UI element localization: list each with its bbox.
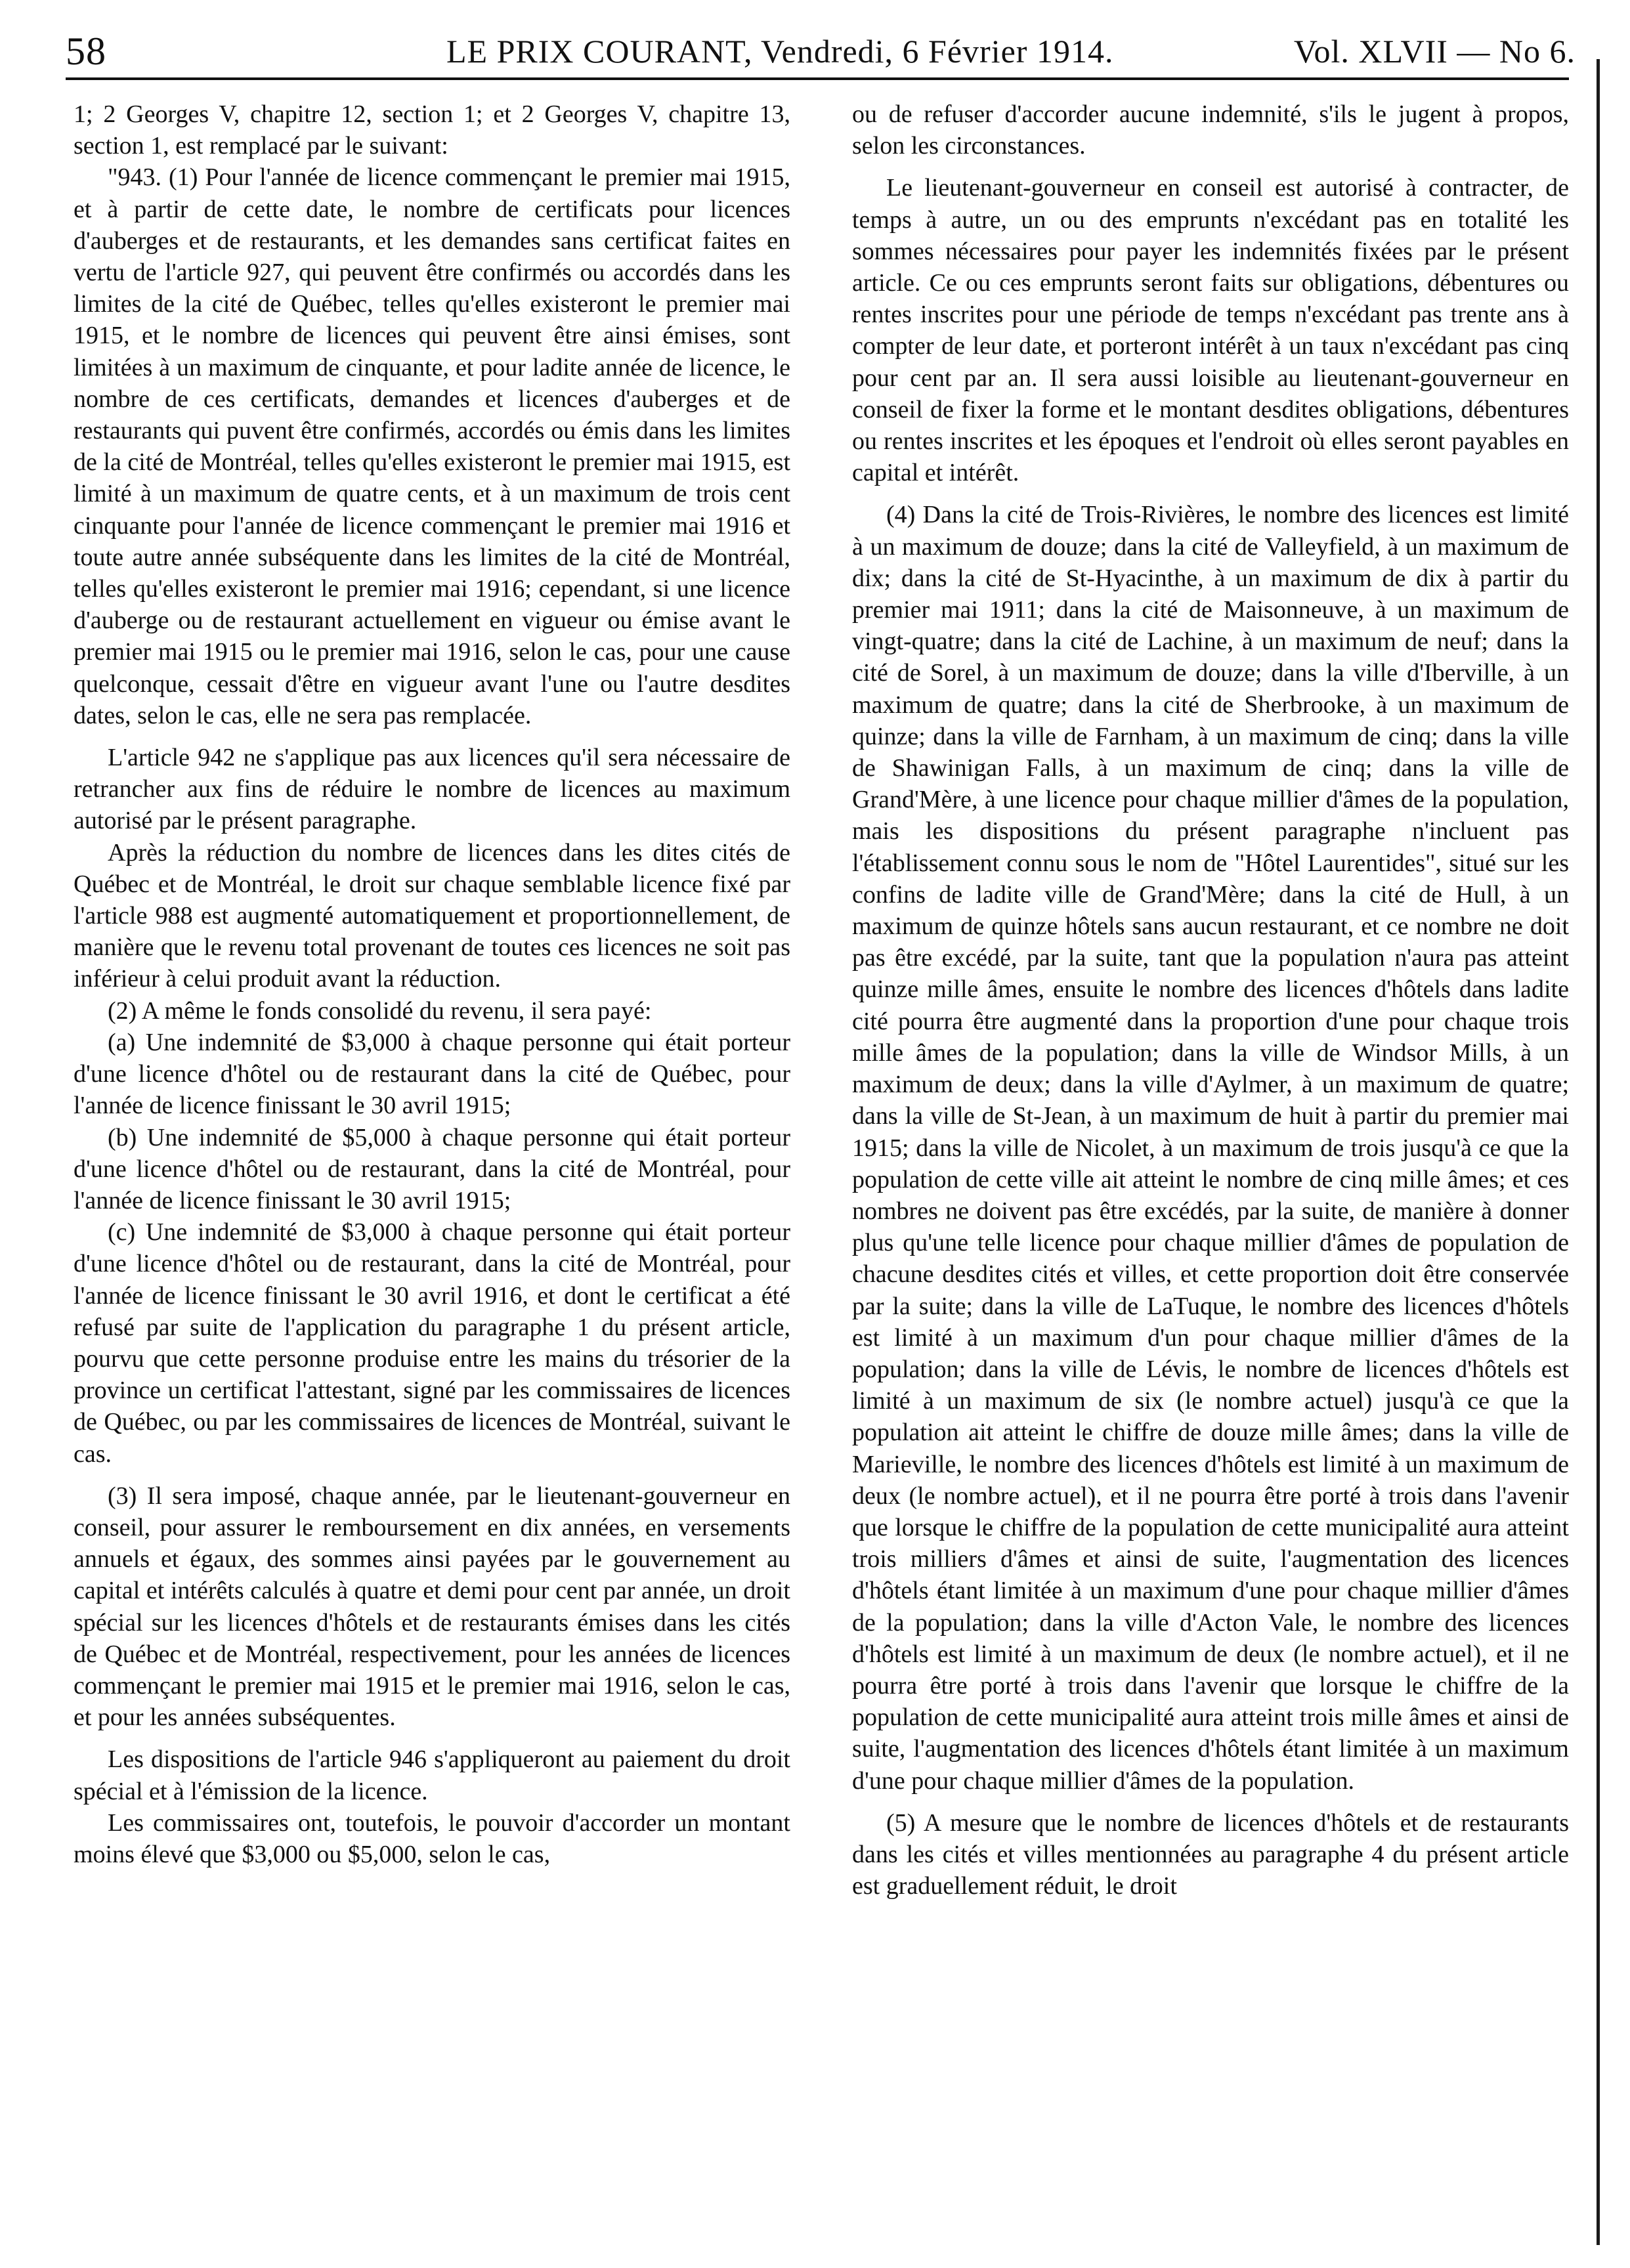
page-number: 58: [66, 30, 106, 73]
paragraph: (4) Dans la cité de Trois-Rivières, le nombre des licences est limité à un maximum de douze; dans la cité de Valleyfield, à un maximum de dix; dans la cité de St-Hyacinthe, à un maximum de dix à partir du premier mai 1911; dans la cité de Maisonneuve, à un maximum de vingt-quatre; dans la cité de Lachine, à un maximum de neuf; dans la cité de Sorel, à un maximum de douze; dans la ville d'Iberville, à un maximum de quatre; dans la cité de Sherbrooke, à un maximum de quinze; dans la ville de Farnham, à un maximum de cinq; dans la ville de Shawinigan Falls, à un maximum de cinq; dans la ville de Grand'Mère, à une licence pour chaque millier d'âmes de la population, mais les dispositions du présent paragraphe n'incluent pas l'établissement connu sous le nom de "Hôtel Laurentides", situé sur les confins de ladite ville de Grand'Mère; dans la cité de Hull, à un maximum de quinze hôtels sans aucun restaurant, et ce nombre ne doit pas être excédé, par la suite, tant que la population n'aura pas atteint quinze mille âmes, ensuite le nombre des licences d'hôtels dans ladite cité pourra être augmenté dans la proportion d'une pour chaque trois mille âmes de la population; dans la ville de Windsor Mills, à un maximum de deux; dans la ville d'Aylmer, à un maximum de quatre; dans la ville de St-Jean, à un maximum de huit à partir du premier mai 1915; dans la ville de Nicolet, à un maximum de trois jusqu'à ce que la population de cette ville ait atteint le nombre de cinq mille âmes; et ces nombres ne doivent pas être excédés, par la suite, de manière à donner plus qu'une telle licence pour chaque millier d'âmes de population de chacune desdites cités et villes, et cette proportion doit être conservée par la suite; dans la ville de LaTuque, le nombre des licences d'hôtels est limité à un maximum d'un pour chaque millier d'âmes de la population; dans la ville de Lévis, le nombre de licences d'hôtels est limité à un maximum de six (le nombre actuel) jusqu'à ce que la population ait atteint le chiffre de douze mille âmes; dans la ville de Marieville, le nombre des licences d'hôtels est limité à un maximum de deux (le nombre actuel), et il ne pourra être porté à trois dans l'avenir que lorsque le chiffre de la population de cette municipalité aura atteint trois milliers d'âmes et ainsi de suite, l'augmentation des licences d'hôtels étant limitée à un maximum d'une pour chaque millier d'âmes de la population; dans la ville d'Acton Vale, le nombre des licences d'hôtels est limité à un maximum de deux (le nombre actuel), et il ne pourra être porté à trois dans l'avenir que lorsque le chiffre de la population de cette municipalité aura atteint trois mille âmes et ainsi de suite, l'augmentation des licences d'hôtels étant limitée à un maximum d'une pour chaque millier d'âmes de la population.: [852, 501, 1569, 1795]
paragraph: Les dispositions de l'article 946 s'appliqueront au paiement du droit spécial et à l'émission de la licence.: [74, 1745, 790, 1805]
paragraph: (2) A même le fonds consolidé du revenu, il sera payé:: [108, 996, 652, 1025]
paragraph: (3) Il sera imposé, chaque année, par le lieutenant-gouverneur en conseil, pour assurer le remboursement en dix années, en versements annuels et égaux, des sommes ainsi payées par le gouvernement au capital et intérêts calculés à quatre et demi pour cent par année, un droit spécial sur les licences d'hôtels et de restaurants émises dans les cités de Québec et de Montréal, respectivement, pour les années de licences commençant le premier mai 1915 et le premier mai 1916, selon le cas, et pour les années subséquentes.: [74, 1482, 790, 1732]
header-rule: [66, 77, 1569, 80]
page-header: [53, 25, 1576, 77]
paragraph: (a) Une indemnité de $3,000 à chaque personne qui était porteur d'une licence d'hôtel ou de restaurant dans la cité de Québec, pour l'année de licence finissant le 30 avril 1915;: [74, 1028, 790, 1120]
paragraph: L'article 942 ne s'applique pas aux licences qu'il sera nécessaire de retrancher aux fins de réduire le nombre de licences au maximum autorisé par le présent paragraphe.: [74, 744, 790, 835]
paragraph: Les commissaires ont, toutefois, le pouvoir d'accorder un montant moins élevé que $3,000 ou $5,000, selon le cas,: [74, 1808, 790, 1868]
paragraph: (c) Une indemnité de $3,000 à chaque personne qui était porteur d'une licence d'hôtel ou de restaurant, dans la cité de Montréal, pour l'année de licence finissant le 30 avril 1916, et dont le certificat a été refusé par suite de l'application du paragraphe 1 du présent article, pourvu que cette personne produise entre les mains du trésorier de la province un certificat l'attestant, signé par les commissaires de licences de Québec, ou par les commissaires de licences de Montréal, suivant le cas.: [74, 1218, 790, 1468]
paragraph: Le lieutenant-gouverneur en conseil est autorisé à contracter, de temps à autre, un ou des emprunts n'excédant pas en totalité les sommes nécessaires pour payer les indemnités fixées par le présent article. Ce ou ces emprunts seront faits sur obligations, débentures ou rentes inscrites pour une période de temps n'excédant pas trente ans à compter de leur date, et porteront intérêt à un taux n'excédant pas cinq pour cent par an. Il sera aussi loisible au lieutenant-gouverneur en conseil de fixer la forme et le montant desdites obligations, débentures ou rentes inscrites et les époques et l'endroit où elles seront payables en capital et intérêt.: [852, 174, 1569, 487]
right-column: [852, 98, 1569, 2238]
paragraph: Après la réduction du nombre de licences dans les dites cités de Québec et de Montréal, le droit sur chaque semblable licence fixé par l'article 988 est augmenté automatiquement et proportionnellement, de manière que le revenu total provenant de toutes ces licences ne soit pas inférieur à celui produit avant la réduction.: [74, 838, 790, 993]
paragraph: 1; 2 Georges V, chapitre 12, section 1; et 2 Georges V, chapitre 13, section 1, est remplacé par le suivant:: [74, 100, 790, 160]
page-edge-line: [1597, 59, 1600, 2245]
volume-number: Vol. XLVII — No 6.: [1293, 33, 1576, 70]
left-column: [74, 98, 790, 2238]
publication-title: LE PRIX COURANT, Vendredi, 6 Février 1914.: [446, 33, 1114, 70]
paragraph: (b) Une indemnité de $5,000 à chaque personne qui était porteur d'une licence d'hôtel ou de restaurant, dans la cité de Montréal, pour l'année de licence finissant le 30 avril 1915;: [74, 1123, 790, 1214]
paragraph: "943. (1) Pour l'année de licence commençant le premier mai 1915, et à partir de cette date, le nombre de certificats pour licences d'auberges et de restaurants, et les demandes sans certificat faites en vertu de l'article 927, qui peuvent être confirmés ou accordés dans les limites de la cité de Québec, telles qu'elles existeront le premier mai 1915, et le nombre de licences qui peuvent être ainsi émises, sont limitées à un maximum de cinquante, et pour ladite année de licence, le nombre de ces certificats, demandes et licences d'auberges et de restaurants qui puvent être confirmés, accordés ou émis dans les limites de la cité de Montréal, telles qu'elles existeront le premier mai 1915, est limité à un maximum de quatre cents, et à un maximum de trois cent cinquante pour l'année de licence commençant le premier mai 1916 et toute autre année subséquente dans les limites de la cité de Montréal, telles qu'elles existeront le premier mai 1916; cependant, si une licence d'auberge ou de restaurant actuellement en vigueur ou émise avant le premier mai 1915 ou le premier mai 1916, selon le cas, pour une cause quelconque, cessait d'être en vigueur avant l'une ou l'autre desdites dates, selon le cas, elle ne sera pas remplacée.: [74, 163, 790, 729]
paragraph: ou de refuser d'accorder aucune indemnité, s'ils le jugent à propos, selon les circonstances.: [852, 100, 1569, 160]
paragraph: (5) A mesure que le nombre de licences d'hôtels et de restaurants dans les cités et villes mentionnées au paragraphe 4 du présent article est graduellement réduit, le droit: [852, 1808, 1569, 1900]
